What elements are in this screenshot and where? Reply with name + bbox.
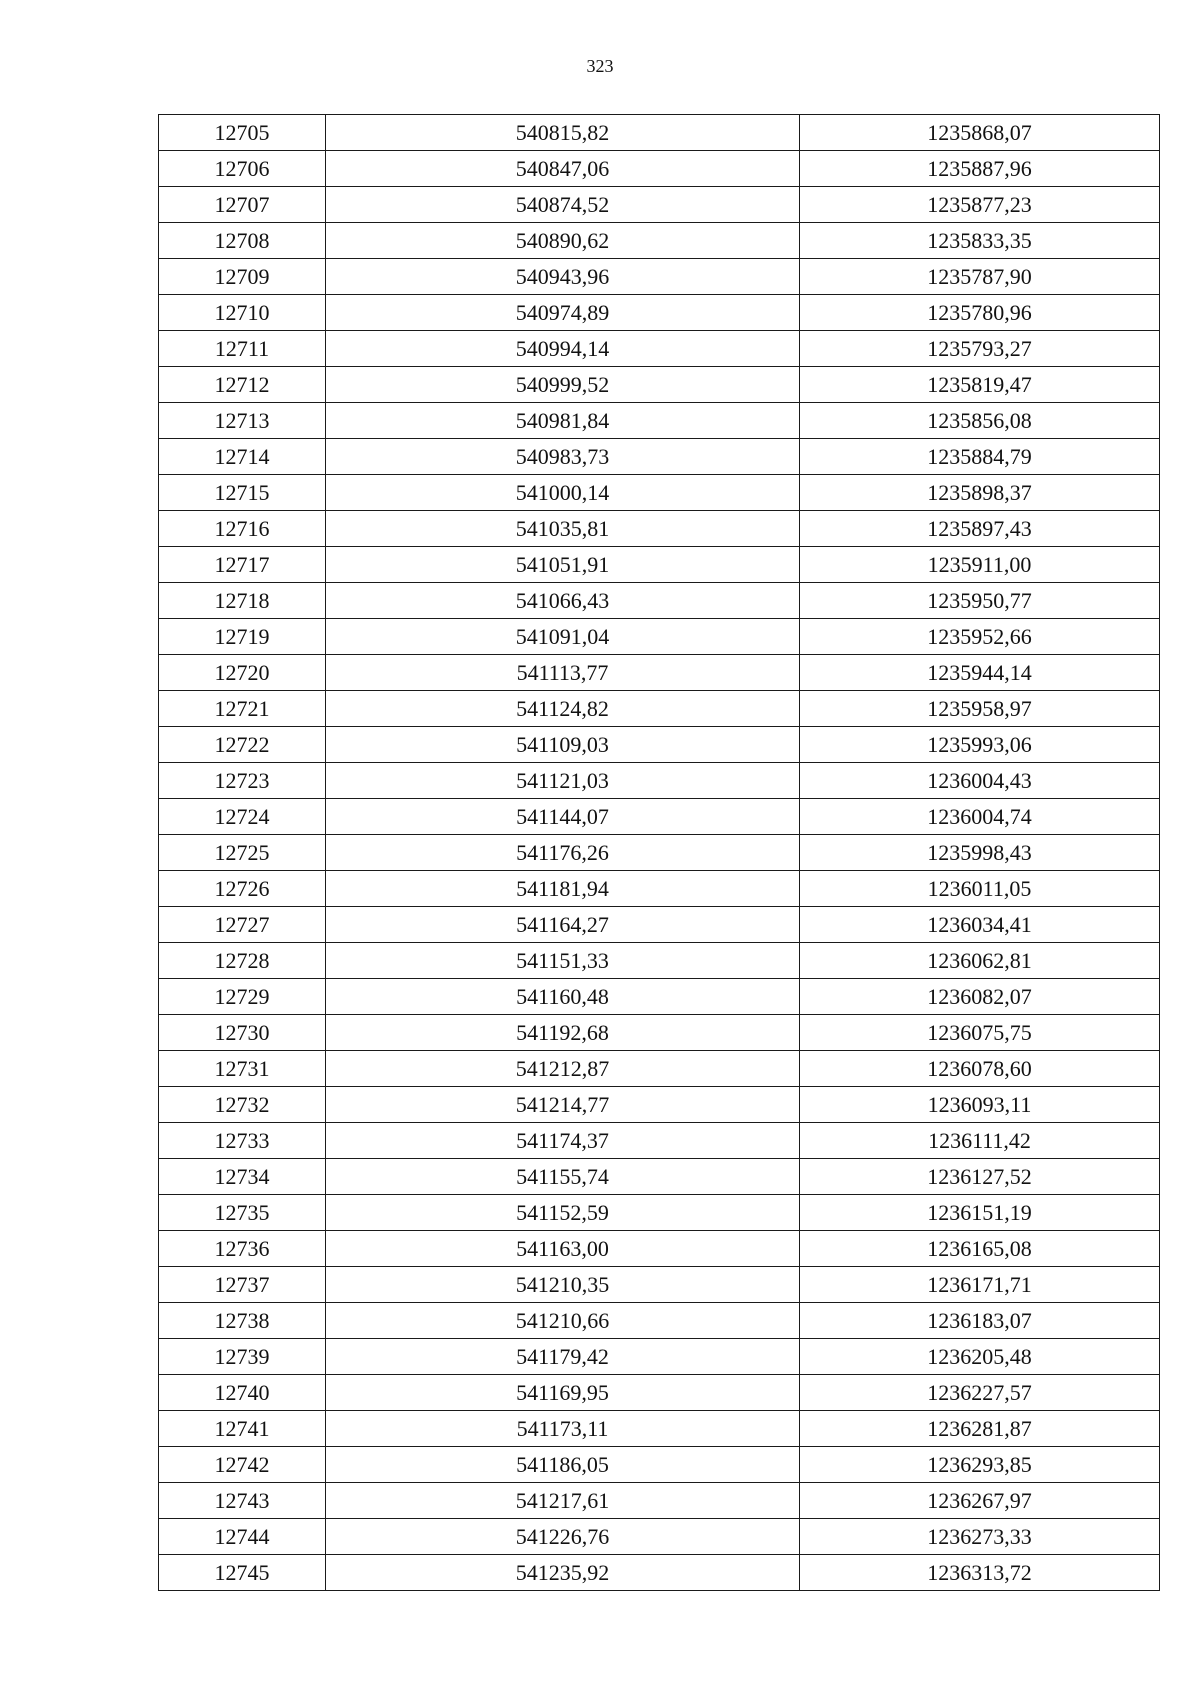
point-number-cell: 12722 <box>159 727 326 763</box>
table-row <box>159 619 1160 655</box>
point-number-cell: 12741 <box>159 1411 326 1447</box>
x-coordinate-cell: 541210,66 <box>326 1303 800 1339</box>
x-coordinate-cell: 541179,42 <box>326 1339 800 1375</box>
x-coordinate-cell: 540890,62 <box>326 223 800 259</box>
y-coordinate-cell: 1235887,96 <box>800 151 1160 187</box>
point-number-cell: 12715 <box>159 475 326 511</box>
y-coordinate-cell: 1235819,47 <box>800 367 1160 403</box>
y-coordinate-cell: 1236004,74 <box>800 799 1160 835</box>
x-coordinate-cell: 540847,06 <box>326 151 800 187</box>
point-number-cell: 12728 <box>159 943 326 979</box>
point-number-cell: 12708 <box>159 223 326 259</box>
table-row <box>159 1555 1160 1591</box>
point-number-cell: 12717 <box>159 547 326 583</box>
table-row <box>159 403 1160 439</box>
x-coordinate-cell: 541066,43 <box>326 583 800 619</box>
point-number-cell: 12744 <box>159 1519 326 1555</box>
y-coordinate-cell: 1235793,27 <box>800 331 1160 367</box>
y-coordinate-cell: 1236034,41 <box>800 907 1160 943</box>
x-coordinate-cell: 540999,52 <box>326 367 800 403</box>
point-number-cell: 12729 <box>159 979 326 1015</box>
y-coordinate-cell: 1235780,96 <box>800 295 1160 331</box>
table-row <box>159 511 1160 547</box>
x-coordinate-cell: 540994,14 <box>326 331 800 367</box>
y-coordinate-cell: 1235897,43 <box>800 511 1160 547</box>
table-row <box>159 1051 1160 1087</box>
table-row <box>159 367 1160 403</box>
table-row <box>159 547 1160 583</box>
point-number-cell: 12710 <box>159 295 326 331</box>
y-coordinate-cell: 1236004,43 <box>800 763 1160 799</box>
x-coordinate-cell: 541163,00 <box>326 1231 800 1267</box>
y-coordinate-cell: 1235998,43 <box>800 835 1160 871</box>
table-row <box>159 151 1160 187</box>
x-coordinate-cell: 541217,61 <box>326 1483 800 1519</box>
x-coordinate-cell: 540974,89 <box>326 295 800 331</box>
point-number-cell: 12724 <box>159 799 326 835</box>
y-coordinate-cell: 1235993,06 <box>800 727 1160 763</box>
point-number-cell: 12727 <box>159 907 326 943</box>
y-coordinate-cell: 1235856,08 <box>800 403 1160 439</box>
point-number-cell: 12716 <box>159 511 326 547</box>
y-coordinate-cell: 1236281,87 <box>800 1411 1160 1447</box>
x-coordinate-cell: 541155,74 <box>326 1159 800 1195</box>
x-coordinate-cell: 541169,95 <box>326 1375 800 1411</box>
table-row <box>159 1375 1160 1411</box>
y-coordinate-cell: 1235944,14 <box>800 655 1160 691</box>
point-number-cell: 12733 <box>159 1123 326 1159</box>
point-number-cell: 12721 <box>159 691 326 727</box>
point-number-cell: 12709 <box>159 259 326 295</box>
point-number-cell: 12711 <box>159 331 326 367</box>
table-row <box>159 1123 1160 1159</box>
table-row <box>159 871 1160 907</box>
point-number-cell: 12740 <box>159 1375 326 1411</box>
y-coordinate-cell: 1235868,07 <box>800 115 1160 151</box>
y-coordinate-cell: 1235877,23 <box>800 187 1160 223</box>
table-row <box>159 115 1160 151</box>
table-row <box>159 583 1160 619</box>
y-coordinate-cell: 1236227,57 <box>800 1375 1160 1411</box>
x-coordinate-cell: 541051,91 <box>326 547 800 583</box>
table-row <box>159 1447 1160 1483</box>
table-row <box>159 1015 1160 1051</box>
table-row <box>159 763 1160 799</box>
table-row <box>159 835 1160 871</box>
y-coordinate-cell: 1235898,37 <box>800 475 1160 511</box>
point-number-cell: 12739 <box>159 1339 326 1375</box>
page-number: 323 <box>586 56 614 76</box>
table-row <box>159 223 1160 259</box>
point-number-cell: 12719 <box>159 619 326 655</box>
x-coordinate-cell: 541160,48 <box>326 979 800 1015</box>
y-coordinate-cell: 1235952,66 <box>800 619 1160 655</box>
coordinates-table <box>158 114 1160 1591</box>
table-row <box>159 1339 1160 1375</box>
table-row <box>159 259 1160 295</box>
point-number-cell: 12731 <box>159 1051 326 1087</box>
x-coordinate-cell: 541181,94 <box>326 871 800 907</box>
x-coordinate-cell: 541214,77 <box>326 1087 800 1123</box>
x-coordinate-cell: 540815,82 <box>326 115 800 151</box>
y-coordinate-cell: 1235884,79 <box>800 439 1160 475</box>
y-coordinate-cell: 1236293,85 <box>800 1447 1160 1483</box>
y-coordinate-cell: 1236165,08 <box>800 1231 1160 1267</box>
y-coordinate-cell: 1236183,07 <box>800 1303 1160 1339</box>
x-coordinate-cell: 541192,68 <box>326 1015 800 1051</box>
table-row <box>159 1195 1160 1231</box>
table-row <box>159 1231 1160 1267</box>
point-number-cell: 12732 <box>159 1087 326 1123</box>
x-coordinate-cell: 541226,76 <box>326 1519 800 1555</box>
x-coordinate-cell: 541109,03 <box>326 727 800 763</box>
y-coordinate-cell: 1235950,77 <box>800 583 1160 619</box>
table-row <box>159 1267 1160 1303</box>
point-number-cell: 12714 <box>159 439 326 475</box>
x-coordinate-cell: 541151,33 <box>326 943 800 979</box>
x-coordinate-cell: 541173,11 <box>326 1411 800 1447</box>
x-coordinate-cell: 540983,73 <box>326 439 800 475</box>
x-coordinate-cell: 541091,04 <box>326 619 800 655</box>
point-number-cell: 12705 <box>159 115 326 151</box>
point-number-cell: 12707 <box>159 187 326 223</box>
point-number-cell: 12745 <box>159 1555 326 1591</box>
point-number-cell: 12730 <box>159 1015 326 1051</box>
point-number-cell: 12736 <box>159 1231 326 1267</box>
table-row <box>159 1411 1160 1447</box>
point-number-cell: 12735 <box>159 1195 326 1231</box>
table-row <box>159 691 1160 727</box>
point-number-cell: 12713 <box>159 403 326 439</box>
point-number-cell: 12743 <box>159 1483 326 1519</box>
x-coordinate-cell: 541174,37 <box>326 1123 800 1159</box>
y-coordinate-cell: 1236082,07 <box>800 979 1160 1015</box>
table-row <box>159 799 1160 835</box>
y-coordinate-cell: 1235787,90 <box>800 259 1160 295</box>
point-number-cell: 12720 <box>159 655 326 691</box>
y-coordinate-cell: 1236093,11 <box>800 1087 1160 1123</box>
x-coordinate-cell: 541121,03 <box>326 763 800 799</box>
point-number-cell: 12723 <box>159 763 326 799</box>
table-row <box>159 1483 1160 1519</box>
y-coordinate-cell: 1235958,97 <box>800 691 1160 727</box>
point-number-cell: 12718 <box>159 583 326 619</box>
x-coordinate-cell: 541186,05 <box>326 1447 800 1483</box>
x-coordinate-cell: 541210,35 <box>326 1267 800 1303</box>
x-coordinate-cell: 540981,84 <box>326 403 800 439</box>
point-number-cell: 12738 <box>159 1303 326 1339</box>
x-coordinate-cell: 541113,77 <box>326 655 800 691</box>
y-coordinate-cell: 1235911,00 <box>800 547 1160 583</box>
y-coordinate-cell: 1236011,05 <box>800 871 1160 907</box>
x-coordinate-cell: 541212,87 <box>326 1051 800 1087</box>
y-coordinate-cell: 1236075,75 <box>800 1015 1160 1051</box>
point-number-cell: 12734 <box>159 1159 326 1195</box>
x-coordinate-cell: 541124,82 <box>326 691 800 727</box>
x-coordinate-cell: 541035,81 <box>326 511 800 547</box>
y-coordinate-cell: 1236267,97 <box>800 1483 1160 1519</box>
y-coordinate-cell: 1236313,72 <box>800 1555 1160 1591</box>
y-coordinate-cell: 1236205,48 <box>800 1339 1160 1375</box>
table-row <box>159 979 1160 1015</box>
table-row <box>159 1087 1160 1123</box>
table-row <box>159 1519 1160 1555</box>
x-coordinate-cell: 541152,59 <box>326 1195 800 1231</box>
point-number-cell: 12726 <box>159 871 326 907</box>
table-row <box>159 727 1160 763</box>
table-row <box>159 655 1160 691</box>
x-coordinate-cell: 540874,52 <box>326 187 800 223</box>
y-coordinate-cell: 1236273,33 <box>800 1519 1160 1555</box>
x-coordinate-cell: 541164,27 <box>326 907 800 943</box>
point-number-cell: 12706 <box>159 151 326 187</box>
x-coordinate-cell: 541000,14 <box>326 475 800 511</box>
x-coordinate-cell: 541235,92 <box>326 1555 800 1591</box>
coordinates-table-body <box>159 115 1160 1591</box>
table-row <box>159 1303 1160 1339</box>
point-number-cell: 12737 <box>159 1267 326 1303</box>
y-coordinate-cell: 1236171,71 <box>800 1267 1160 1303</box>
x-coordinate-cell: 541176,26 <box>326 835 800 871</box>
y-coordinate-cell: 1235833,35 <box>800 223 1160 259</box>
y-coordinate-cell: 1236062,81 <box>800 943 1160 979</box>
table-row <box>159 187 1160 223</box>
point-number-cell: 12725 <box>159 835 326 871</box>
point-number-cell: 12742 <box>159 1447 326 1483</box>
table-row <box>159 1159 1160 1195</box>
table-row <box>159 439 1160 475</box>
x-coordinate-cell: 540943,96 <box>326 259 800 295</box>
y-coordinate-cell: 1236127,52 <box>800 1159 1160 1195</box>
point-number-cell: 12712 <box>159 367 326 403</box>
table-row <box>159 475 1160 511</box>
y-coordinate-cell: 1236111,42 <box>800 1123 1160 1159</box>
table-row <box>159 907 1160 943</box>
x-coordinate-cell: 541144,07 <box>326 799 800 835</box>
table-row <box>159 943 1160 979</box>
table-row <box>159 331 1160 367</box>
y-coordinate-cell: 1236151,19 <box>800 1195 1160 1231</box>
table-row <box>159 295 1160 331</box>
y-coordinate-cell: 1236078,60 <box>800 1051 1160 1087</box>
